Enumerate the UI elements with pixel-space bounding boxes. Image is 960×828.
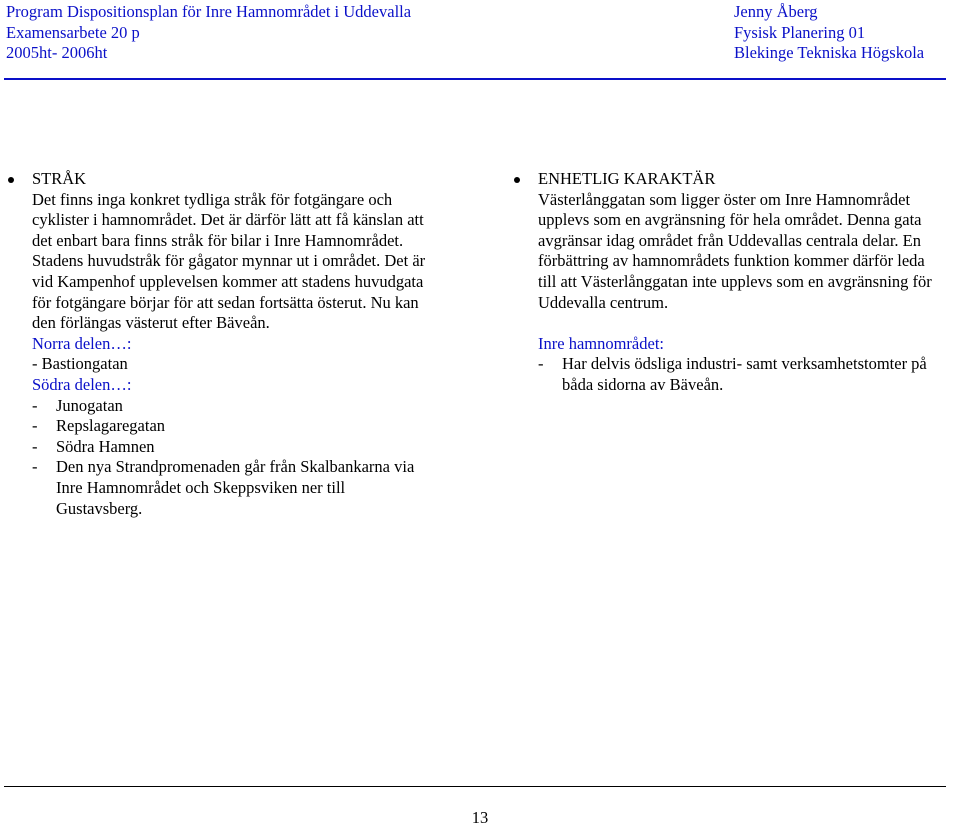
paragraph-line: avgränsar idag området från Uddevallas centrala delar. En	[538, 230, 921, 250]
paragraph-line: det enbart bara finns stråk för bilar i Inre Hamnområdet.	[32, 230, 404, 250]
bullet-icon	[514, 177, 520, 183]
heading-text: STRÅK	[32, 169, 87, 188]
header-rule	[4, 78, 946, 80]
page-number: 13	[471, 808, 489, 827]
paragraph-line: för fotgängare börjar för att sedan fortsätta österut. Nu kan	[32, 292, 419, 312]
list-item-continuation: båda sidorna av Bäveån.	[562, 374, 724, 394]
author-name: Jenny Åberg	[734, 2, 818, 21]
paragraph-line: till att Västerlånggatan inte upplevs som en avgränsning för	[538, 271, 932, 291]
paragraph-line: den förlängas västerut efter Bäveån.	[32, 313, 270, 333]
spacer	[538, 313, 958, 334]
list-item-continuation: Inre Hamnområdet och Skeppsviken ner till	[56, 477, 346, 497]
list-item-text: Södra Hamnen	[56, 436, 155, 456]
list-item-continuation: Gustavsberg.	[56, 498, 143, 518]
norra-delen-item: - Bastiongatan	[32, 354, 128, 374]
list-item	[32, 457, 472, 478]
section-heading-enhetlig-karaktar	[514, 169, 958, 190]
left-column	[32, 169, 472, 519]
footer-rule	[4, 786, 946, 787]
program-label: Fysisk Planering 01	[734, 22, 866, 42]
paragraph-line: cyklister i hamnområdet. Det är därför lätt att få känslan att	[32, 210, 424, 230]
dash-marker: -	[32, 395, 38, 415]
paragraph-line: Stadens huvudstråk för gågator mynnar ut i området. Det är	[32, 251, 426, 271]
school-name: Blekinge Tekniska Högskola	[734, 43, 925, 62]
bullet-icon	[8, 177, 14, 183]
list-item	[32, 416, 472, 437]
right-column	[538, 169, 958, 396]
list-item	[538, 354, 958, 375]
paragraph-line: Västerlånggatan som ligger öster om Inre Hamnområdet	[538, 189, 911, 209]
paragraph-line: Det finns inga konkret tydliga stråk för fotgängare och	[32, 189, 393, 209]
dash-marker: -	[538, 354, 544, 374]
section-heading-strak	[8, 169, 472, 190]
paragraph-line: Uddevalla centrum.	[538, 292, 669, 312]
norra-delen-label: Norra delen…:	[32, 333, 132, 353]
dash-marker: -	[32, 416, 38, 436]
paragraph-line: upplevs som en avgränsning för hela området. Denna gata	[538, 210, 922, 230]
paragraph-line: vid Kampenhof upplevelsen kommer att stadens huvudgata	[32, 271, 424, 291]
document-title: Program Dispositionsplan för Inre Hamnområdet i Uddevalla	[6, 2, 412, 21]
list-item	[32, 396, 472, 417]
paragraph-line: förbättring av hamnområdets funktion kommer därför leda	[538, 251, 925, 271]
list-item-text: Repslagaregatan	[56, 416, 166, 436]
list-item-text: Junogatan	[56, 395, 123, 415]
heading-text: ENHETLIG KARAKTÄR	[538, 169, 716, 188]
list-item	[32, 437, 472, 458]
dash-marker: -	[32, 457, 38, 477]
term-label: 2005ht- 2006ht	[6, 43, 108, 62]
list-item-text: Den nya Strandpromenaden går från Skalbankarna via	[56, 457, 415, 477]
header-right	[734, 2, 924, 64]
sodra-delen-label: Södra delen…:	[32, 374, 132, 394]
course-label: Examensarbete 20 p	[6, 22, 140, 42]
list-item-text: Har delvis ödsliga industri- samt verksamhetstomter på	[562, 354, 927, 374]
header-left	[6, 2, 411, 64]
dash-marker: -	[32, 436, 38, 456]
inre-hamnomradet-label: Inre hamnområdet:	[538, 333, 664, 353]
